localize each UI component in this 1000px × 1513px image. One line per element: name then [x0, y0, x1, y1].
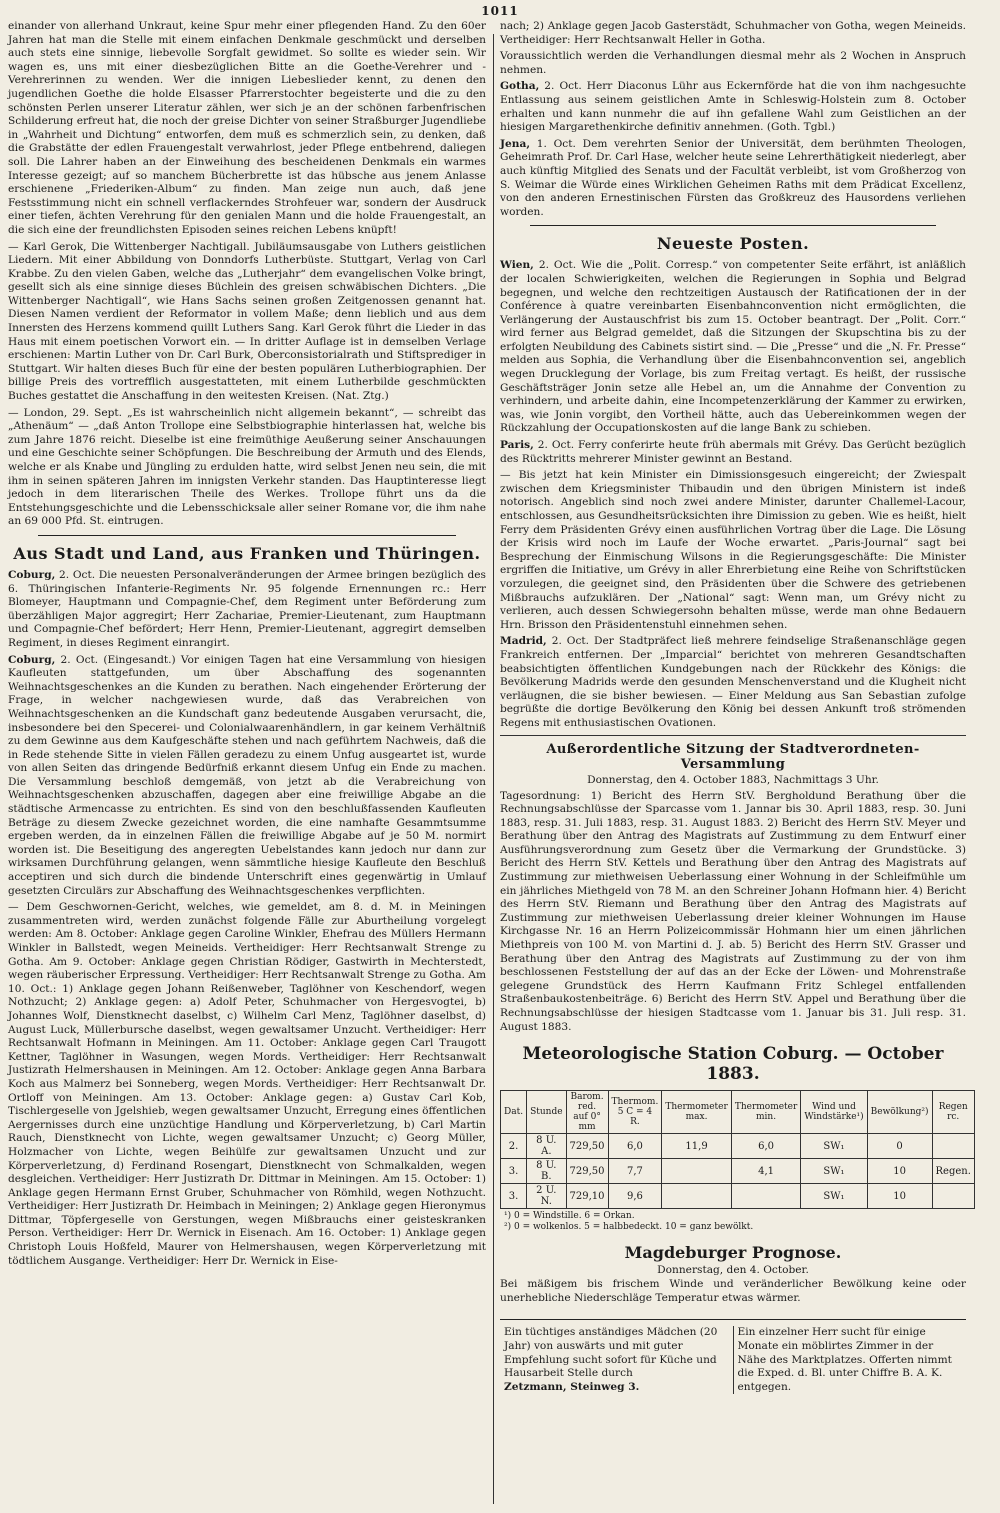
- weather-header: Thermom. 5 C = 4 R.: [608, 1091, 662, 1134]
- article-body: 1. Oct. Dem verehrten Senior der Universität, dem berühmten Theologen, Geheimrath Prof. Dr. Carl Hase, welcher heute seine Lehrerthätigkeit niederlegt, aber auch künftig Mitglied des Senats und der Facultät verbleibt, ist vom Großherzog von S. Weimar die Würde eines Wirklichen Geheimen Raths mit dem Prädicat Excellenz, von den anderen Ernestinischen Fürsten das Großkreuz des Hausordens verliehen worden.: [500, 137, 966, 218]
- article-london: — London, 29. Sept. „Es ist wahrscheinlich nicht allgemein bekannt“, — schreibt das „Athenäum“ — „daß Anton Trollope eine Selbstbiographie hinterlassen hat, welche bis zum Jahre 1876 reicht. Dieselbe ist eine freimüthige Aeußerung seiner Anschauungen und eine Geschichte seiner Schöpfungen. Die Beschreibung der Armuth und des Elends, welche er als Knabe und Jüngling zu erdulden hatte, wird selbst Jenen neu sein, die mit ihm in seinen späteren Jahren im innigsten Verkehr standen. Das Hauptinteresse liegt jedoch in dem literarischen Theile des Werkes. Trollope führt uns da die Entstehungsgeschichte und die Lebensschicksale aller seiner Romane vor, die ihm nahe an 69 000 Pfd. St. eintrugen.: [8, 406, 486, 528]
- ad-text: Ein tüchtiges anständiges Mädchen (20 Jahr) von auswärts und mit guter Empfehlung sucht sofort für Küche und Hausarbeit Stelle durch: [504, 1326, 718, 1380]
- weather-note: ²) 0 = wolkenlos. 5 = halbbedeckt. 10 = ganz bewölkt.: [504, 1222, 754, 1233]
- table-row: [501, 1134, 975, 1159]
- weather-header: Thermometer max.: [662, 1091, 732, 1134]
- ad-text: Ein einzelner Herr sucht für einige Monate ein möblirtes Zimmer in der Nähe des Marktplatzes. Offerten nimmt die Exped. d. Bl. unter Chiffre B. A. K. entgegen.: [737, 1326, 952, 1393]
- article-body: 2. Oct. Wie die „Polit. Corresp.“ von competenter Seite erfährt, ist anläßlich der localen Schwierigkeiten, welchen die Regierungen in Sophia und Belgrad begegnen, und welche den rechtzeitigen Austausch der Ratificationen der in der Conférence à quatre vereinbarten Eisenbahnconvention nicht ermöglichten, die Verlängerung der Austauschfrist bis zum 15. October beantragt. Der „Polit. Corr.“ wird ferner aus Belgrad gemeldet, daß die Sitzungen der Skupschtina bis zu der erfolgten Neubildung des Cabinets sistirt sind. — Die „Presse“ und die „N. Fr. Presse“ melden aus Sophia, die Verhandlung über die Eisenbahnconvention sei, angeblich wegen Drucklegung der Vorlage, bis zum Freitag vertagt. Es heißt, der russische Geschäftsträger Jonin setze alle Hebel an, um die Annahme der Convention zu verhindern, und arbeite dahin, eine Incompetenzerklärung der Kammer zu erwirken, was, wie Jonin vorgibt, den Vortheil hätte, auch das Uebereinkommen wegen der Rückzahlung der Occupationskosten auf die lange Bank zu schieben.: [500, 259, 966, 435]
- section-rule: [530, 225, 936, 226]
- article-madrid: [500, 635, 966, 730]
- table-cell: 2.: [501, 1134, 527, 1159]
- table-cell: 3.: [501, 1184, 527, 1209]
- table-cell: 0: [867, 1134, 932, 1159]
- table-row: [501, 1159, 975, 1184]
- prognose-text: Bei mäßigem bis frischem Winde und veränderlicher Bewölkung keine oder unerhebliche Niederschläge Temperatur etwas wärmer.: [500, 1278, 966, 1304]
- table-cell: 8 U. B.: [527, 1159, 566, 1184]
- article-body: 2. Oct. Ferry conferirte heute früh abermals mit Grévy. Das Gerücht bezüglich des Rücktritts mehrerer Minister gewinnt an Bestand.: [500, 439, 966, 465]
- meeting-title: Außerordentliche Sitzung der Stadtverordneten-Versammlung: [546, 741, 920, 772]
- weather-header: Thermometer min.: [731, 1091, 801, 1134]
- table-cell: 8 U. A.: [527, 1134, 566, 1159]
- weather-header: Regen rc.: [932, 1091, 974, 1134]
- table-cell: SW₁: [801, 1134, 867, 1159]
- article-coburg-army: [8, 569, 486, 651]
- article-gotha: [500, 80, 966, 134]
- article-body: 2. Oct. Herr Diaconus Lühr aus Eckernförde hat die von ihm nachgesuchte Entlassung aus seinem geistlichen Amte in Schleswig-Holstein zum 8. October erhalten und kann nunmehr die auf ihn gefallene Wahl zum Geistlichen an der hiesigen Margarethenkirche definitiv annehmen. (Goth. Tgbl.): [500, 80, 966, 134]
- article-wien: [500, 259, 966, 436]
- weather-header: Stunde: [527, 1091, 566, 1134]
- dateline: Jena,: [500, 137, 531, 150]
- table-cell: SW₁: [801, 1159, 867, 1184]
- table-cell: 3.: [501, 1159, 527, 1184]
- ad-room: [733, 1326, 967, 1394]
- table-cell: SW₁: [801, 1184, 867, 1209]
- article-jury-cont: nach; 2) Anklage gegen Jacob Gasterstädt, Schuhmacher von Gotha, wegen Meineids. Vertheidiger: Herr Rechtsanwalt Heller in Gotha.: [500, 20, 966, 46]
- ad-signature: Zetzmann, Steinweg 3.: [504, 1380, 640, 1393]
- table-cell: 10: [867, 1159, 932, 1184]
- weather-header: Wind und Windstärke¹): [801, 1091, 867, 1134]
- weather-note: ¹) 0 = Windstille. 6 = Orkan.: [504, 1211, 635, 1222]
- table-cell: [932, 1184, 974, 1209]
- article-coburg-merchants: [8, 654, 486, 899]
- left-column: [8, 20, 486, 1495]
- table-cell: 2 U. N.: [527, 1184, 566, 1209]
- right-column: [500, 20, 971, 1495]
- prognose-date: Donnerstag, den 4. October.: [657, 1264, 809, 1277]
- classified-ads: [500, 1319, 966, 1394]
- table-cell: 9,6: [608, 1184, 662, 1209]
- dateline: Gotha,: [500, 80, 540, 93]
- table-cell: 729,10: [566, 1184, 608, 1209]
- weather-header: Barom. red. auf 0° mm: [566, 1091, 608, 1134]
- article-jena: [500, 138, 966, 220]
- article-body: 2. Oct. Die neuesten Personalveränderungen der Armee bringen bezüglich des 6. Thüringischen Infanterie-Regiments Nr. 95 folgende Ernennungen rc.: Herr Blomeyer, Hauptmann und Compagnie-Chef, dem Regiment unter Beförderung zum überzähligen Major aggregirt; Herr Zachariae, Premier-Lieutenant, zum Hauptmann und Compagnie-Chef befördert; Herr Henn, Premier-Lieutenant, aggregirt demselben Regiment, in dieses Regiment einrangirt.: [8, 568, 486, 649]
- table-cell: 10: [867, 1184, 932, 1209]
- dateline: Coburg,: [8, 653, 56, 666]
- article-jury-court: — Dem Geschwornen-Gericht, welches, wie gemeldet, am 8. d. M. in Meiningen zusammentreten wird, werden zunächst folgende Fälle zur Aburtheilung vorgelegt werden: Am 8. October: Anklage gegen Caroline Winkler, Ehefrau des Müllers Hermann Winkler in Ballstedt, wegen Meineids. Vertheidiger: Herr Rechtsanwalt Strenge zu Gotha. Am 9. October: Anklage gegen Christian Rödiger, Gastwirth in Mechterstedt, wegen räuberischer Erpressung. Vertheidiger: Herr Rechtsanwalt Strenge zu Gotha. Am 10. Oct.: 1) Anklage gegen Johann Reißenweber, Taglöhner von Keschendorf, wegen Nothzucht; 2) Anklage gegen: a) Adolf Peter, Schuhmacher von Hergesvogtei, b) Johannes Wolf, Dienstknecht daselbst, c) Wilhelm Carl Menz, Taglöhner daselbst, d) August Luck, Müllerbursche daselbst, wegen gewaltsamer Unzucht. Vertheidiger: Herr Rechtsanwalt Hofmann in Meiningen. Am 11. October: Anklage gegen Carl Traugott Kettner, Taglöhner in Wasungen, wegen Mords. Vertheidiger: Herr Rechtsanwalt Justizrath Helmershausen in Meiningen. Am 12. October: Anklage gegen Anna Barbara Koch aus Malmerz bei Sonneberg, wegen Mords. Vertheidiger: Herr Rechtsanwalt Dr. Ortloff von Meiningen. Am 13. October: Anklage gegen: a) Gustav Carl Kob, Tischlergeselle von Jgelshieb, wegen gewaltsamer Unzucht, Erregung eines öffentlichen Aergernisses durch eine unzüchtige Handlung und Körperverletzung, b) Carl Martin Rauch, Dienstknecht von Lichte, wegen gewaltsamer Unzucht; c) Georg Müller, Holzmacher von Lichte, wegen Beihülfe zur gewaltsamen Unzucht und zur Körperverletzung, d) Ferdinand Rosengart, Dienstknecht von Schmalkalden, wegen desgleichen. Vertheidiger: Herr Justizrath Dr. Dittmar in Meiningen. Am 15. October: 1) Anklage gegen Hermann Ernst Gruber, Schuhmacher von Römhild, wegen Nothzucht. Vertheidiger: Herr Justizrath Dr. Heimbach in Meiningen; 2) Anklage gegen Hieronymus Dittmar, Töpfergeselle von Gerstungen, wegen Mißbrauchs einer geisteskranken Person. Vertheidiger: Herr Dr. Wernick in Eisenach. Am 16. October: 1) Anklage gegen Christoph Louis Hoßfeld, Maurer von Helmershausen, wegen Körperverletzung mit tödtlichem Ausgange. Vertheidiger: Herr Dr. Wernick in Eise-: [8, 901, 486, 1267]
- dateline: Paris,: [500, 439, 534, 452]
- article-jury-note: Voraussichtlich werden die Verhandlungen diesmal mehr als 2 Wochen in Anspruch nehmen.: [500, 50, 966, 76]
- article-friederike: einander von allerhand Unkraut, keine Spur mehr einer pflegenden Hand. Zu den 60er Jahren hat man die Stelle mit einem einfachen Denkmale geschmückt und derselben auch stets eine sinnige, liebevolle Sorgfalt gewidmet. So sollte es wieder sein. Wir wagen es, uns mit einer diesbezüglichen Bitte an die Goethe-Verehrer und -Verehrerinnen zu wenden. Wer die innigen Liebeslieder kennt, zu denen den jugendlichen Goethe die holde Elsasser Pfarrerstochter begeisterte und die zu den schönsten Perlen unserer Literatur zählen, wer sich je an der schönen farbenfrischen Schilderung erfreut hat, die noch der greise Dichter von seiner Straßburger Jugendliebe in „Wahrheit und Dichtung“ entworfen, dem muß es schmerzlich sein, zu denken, daß die Grabstätte der edlen Frauengestalt verwahrlost, jeder Pflege entbehrend, daliegen soll. Die Lahrer haben an der Einweihung des bescheidenen Denkmals ein warmes Interesse gezeigt; auf so manchem Bücherbrette ist das hübsche aus jenem Anlasse erschienene „Friederiken-Album“ zu finden. Man zeige nun auch, daß jene Festsstimmung nicht ein schnell verflackerndes Strohfeuer war, sondern der Ausdruck einer tiefen, ächten Verehrung für den genialen Mann und die holde Frauengestalt, an die sich eine der freundlichsten Episoden seines reichen Lebens knüpft!: [8, 20, 486, 236]
- weather-title: Meteorologische Station Coburg. — October 1883.: [522, 1044, 944, 1085]
- table-cell: 6,0: [608, 1134, 662, 1159]
- article-body: 2. Oct. Der Stadtpräfect ließ mehrere feindselige Straßenanschläge gegen Frankreich entfernen. Der „Imparcial“ berichtet von mehreren Gesandtschaften beabsichtigten öffentlichen Kundgebungen nach der Rückkehr des Königs: die Bevölkerung Madrids werde den gesunden Menschenverstand und die Klugheit nicht verläugnen, die sie bisher bewiesen. — Einer Meldung aus San Sebastian zufolge begrüßte die dortige Bevölkerung den König bei dessen Ankunft troß strömenden Regens mit enthusiastischen Ovationen.: [500, 635, 966, 729]
- meeting-rule: [500, 735, 966, 736]
- table-row: [501, 1184, 975, 1209]
- table-cell: 11,9: [662, 1134, 732, 1159]
- article-body: 2. Oct. (Eingesandt.) Vor einigen Tagen hat eine Versammlung von hiesigen Kaufleuten stattgefunden, um über Abschaffung des sogenannten Weihnachtsgeschenkes an die Kunden zu berathen. Nach eingehender Erörterung der Frage, in welcher nachgewiesen wurde, daß das Verabreichen von Weihnachtsgeschenken an die Kundschaft ganz bedeutende Ausgaben verursacht, die, insbesondere bei den Specerei- und Colonialwaarenhändlern, in gar keinem Verhältniß zu dem Gewinne aus dem Kaufgeschäfte stehen und nach geführtem Nachweis, daß die in Rede stehende Sitte in vielen Fällen geradezu zu einem Unfug ausgeartet ist, wurde von allen Seiten das dringende Bedürfniß erkannt diesem Unfug ein Ende zu machen. Die Versammlung beschloß demgemäß, von jetzt ab die Verabreichung von Weihnachtsgeschenken abzuschaffen, dagegen aber eine freiwillige Abgabe an die städtische Armencasse zu entrichten. Es sind von den beschlußfassenden Kaufleuten Beträge zu diesem Zwecke gezeichnet worden, die eine namhafte Gesammtsumme ergeben werden, da in einzelnen Fällen die freiwillige Abgabe auf je 50 M. normirt worden ist. Die Beseitigung des angeregten Uebelstandes kann jedoch nur dann zur wirksamen Durchführung gelangen, wenn sämmtliche hiesige Kaufleute den Beschluß acceptiren und sich durch die bindende Unterschrift eines gegenwärtig in Umlauf gesetzten Circulärs zur Abschaffung des Weihnachtsgeschenkes verpflichten.: [8, 653, 486, 897]
- weather-header-row: [501, 1091, 975, 1134]
- dateline: Madrid,: [500, 635, 547, 648]
- ad-maid: [500, 1326, 733, 1394]
- weather-header: Bewölkung²): [867, 1091, 932, 1134]
- column-divider: [493, 34, 494, 1504]
- weather-footnotes: [504, 1211, 966, 1233]
- meeting-date: Donnerstag, den 4. October 1883, Nachmittags 3 Uhr.: [587, 773, 879, 786]
- article-paris: [500, 439, 966, 466]
- dateline: Coburg,: [8, 568, 56, 581]
- table-cell: [662, 1159, 732, 1184]
- table-cell: [662, 1184, 732, 1209]
- weather-header: Dat.: [501, 1091, 527, 1134]
- table-cell: Regen.: [932, 1159, 974, 1184]
- table-cell: 4,1: [731, 1159, 801, 1184]
- table-cell: 6,0: [731, 1134, 801, 1159]
- meeting-agenda: Tagesordnung: 1) Bericht des Herrn StV. Bergholdund Berathung über die Rechnungsabschlüsse der Sparcasse vom 1. Jannar bis 30. April 1883, resp. 30. Juni 1883, resp. 31. Juli 1883, resp. 31. August 1883. 2) Bericht des Herrn StV. Meyer und Berathung über den Antrag des Magistrats auf Zustimmung zu dem Entwurf einer Ausführungsverordnung zum Gesetz über die Vermarkung der Grundstücke. 3) Bericht des Herrn StV. Kettels und Berathung über den Antrag des Magistrats auf Zustimmung zur miethweisen Ueberlassung einer Wohnung in der Schleifmühle um ein jährliches Miethgeld von 78 M. an den Schreiner Johann Hofmann hier. 4) Bericht des Herrn StV. Riemann und Berathung über den Antrag des Magistrats auf Zustimmung zur miethweisen Ueberlassung dreier kleiner Wohnungen im Hause Kirchgasse Nr. 16 an Herrn Polizeicommissär Hohmann hier um einen jährlichen Miethpreis von 100 M. von Martini d. J. ab. 5) Bericht des Herrn StV. Grasser und Berathung über den Antrag des Magistrats auf Zustimmung zu der von ihm beschlossenen Feststellung der auf das an der Ecke der Löwen- und Mohrenstraße gelegene Grundstück des Herrn Kaufmann Fritz Schlegel entfallenden Straßenbaukostenbeiträge. 6) Bericht des Herrn StV. Appel und Berathung über die Rechnungsabschlüsse der hiesigen Stadtcasse vom 1. Januar bis 31. Juli resp. 31. August 1883.: [500, 789, 966, 1033]
- table-cell: [932, 1134, 974, 1159]
- table-cell: [731, 1184, 801, 1209]
- section-rule: [38, 535, 456, 536]
- article-paris-cont: — Bis jetzt hat kein Minister ein Dimissionsgesuch eingereicht; der Zwiespalt zwischen dem Kriegsminister Thibaudin und den übrigen Ministern ist indeß notorisch. Angeblich sind noch zwei andere Minister, darunter Challemel-Lacour, entschlossen, aus Gesundheitsrücksichten ihre Dimission zu geben. Wie es heißt, hielt Ferry dem Präsidenten Grévy einen ausführlichen Vortrag über die Lage. Die Lösung der Krisis wird noch im Laufe der Woche erwartet. „Paris-Journal“ sagt bei Besprechung der Einmischung Wilsons in die Regierungsgeschäfte: Die Minister ergriffen die Initiative, um Grévy in aller Ehrerbietung eine Reihe von Schriftstücken vorzulegen, die geeignet sind, den Präsidenten über die Schwere des getriebenen Mißbrauchs aufzuklären. Der „National“ sagt: Wenn man, um Grévy nicht zu verlieren, auch dessen Schwiegersohn behalten müsse, werde man ohne Bedauern Hrn. Brisson den Präsidentenstuhl einnehmen sehen.: [500, 469, 966, 631]
- table-cell: 7,7: [608, 1159, 662, 1184]
- dateline: Wien,: [500, 259, 534, 272]
- article-gerok: — Karl Gerok, Die Wittenberger Nachtigall. Jubiläumsausgabe von Luthers geistlichen Liedern. Mit einer Abbildung von Donndorfs Lutherbüste. Stuttgart, Verlag von Carl Krabbe. Zu den vielen Gaben, welche das „Lutherjahr“ dem evangelischen Volke bringt, gesellt sich als eine sinnige dieses Büchlein des greisen schwäbischen Dichters. „Die Wittenberger Nachtigall“, wie Hans Sachs seinen großen Zeitgenossen genannt hat. Diesen Namen verdient der Reformator in vollem Maße; denn lieblich und aus dem Innersten des Herzens kommend quillt Luthers Sang. Karl Gerok führt die Lieder in das Haus mit einem poetischen Vorwort ein. — In dritter Auflage ist in demselben Verlage erschienen: Martin Luther von Dr. Carl Burk, Oberconsistorialrath und Stiftsprediger in Stuttgart. Wir halten dieses Buch für eine der besten populären Lutherbiographien. Der billige Preis des vortrefflich ausgestatteten, mit einem Lutherbilde geschmückten Buches gestattet die Anschaffung in den weitesten Kreisen. (Nat. Ztg.): [8, 240, 486, 403]
- section-title-regional: Aus Stadt und Land, aus Franken und Thüringen.: [13, 543, 481, 563]
- table-cell: 729,50: [566, 1159, 608, 1184]
- weather-table: [500, 1090, 975, 1209]
- table-cell: 729,50: [566, 1134, 608, 1159]
- section-title-news: Neueste Posten.: [656, 234, 810, 254]
- prognose-title: Magdeburger Prognose.: [624, 1243, 842, 1263]
- page-number: 1011: [481, 4, 519, 18]
